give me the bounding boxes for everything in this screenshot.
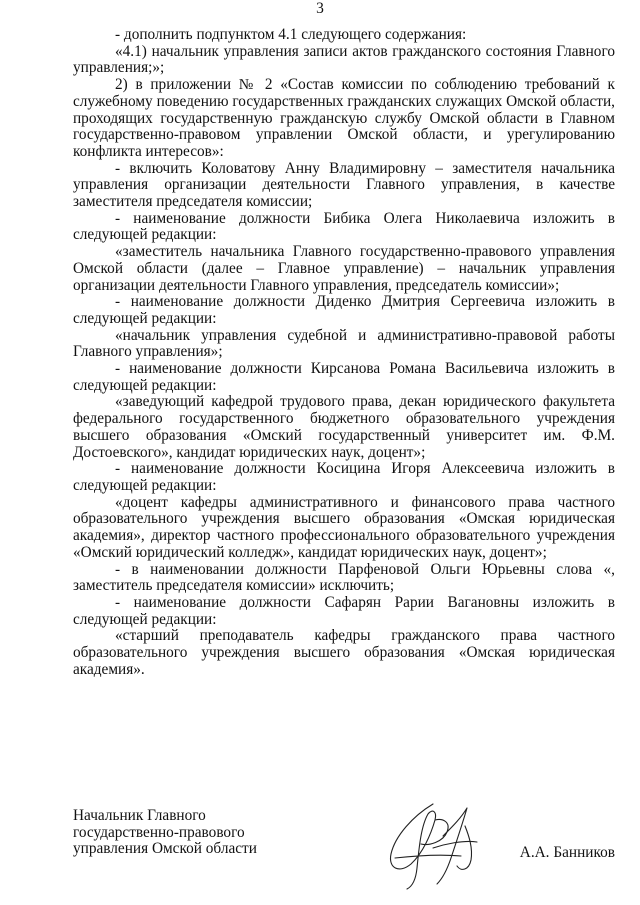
signer-position-line: Начальник Главного (73, 807, 206, 824)
paragraph: - дополнить подпунктом 4.1 следующего содержания: (115, 26, 467, 43)
paragraph: - наименование должности Косицина Игоря Алексеевича изложить в следующей редакции: (73, 460, 615, 494)
page-number: 3 (316, 0, 324, 17)
paragraph: «заведующий кафедрой трудового права, декан юридического факультета федерального государственного бюджетного образовательного учреждения высшего образования «Омский государственный университет им. Ф.М. Достоевского», кандидат юридических наук, доцент»; (73, 393, 615, 461)
paragraph: - наименование должности Бибика Олега Николаевича изложить в следующей редакции: (73, 209, 615, 244)
paragraph: «заместитель начальника Главного государственно-правового управления Омской области (далее – Главное управление) – начальник управления организации деятельности Главного управления, председатель комиссии»; (73, 243, 615, 294)
paragraph: «4.1) начальник управления записи актов гражданского состояния Главного управления;»; (73, 42, 615, 77)
document-body (73, 27, 615, 678)
signer-name: А.А. Банников (519, 844, 615, 861)
signature-block (73, 808, 615, 898)
paragraph: «старший преподаватель кафедры гражданского права частного образовательного учреждения высшего образования «Омская юридическая академия». (73, 627, 615, 678)
paragraph: «доцент кафедры административного и финансового права частного образовательного учреждения высшего образования «Омская юридическая академия», директор частного профессионального образовательного учреждения «Омский юридический колледж», кандидат юридических наук, доцент»; (73, 493, 615, 561)
handwritten-signature (373, 796, 493, 891)
paragraph: - наименование должности Диденко Дмитрия Сергеевича изложить в следующей редакции: (73, 293, 615, 327)
paragraph: - включить Коловатову Анну Владимировну – заместителя начальника управления организации деятельности Главного управления, в качестве заместителя председателя комиссии; (73, 159, 615, 211)
paragraph: 2) в приложении № 2 «Состав комиссии по соблюдению требований к служебному поведению государственных гражданских служащих Омской области, проходящих государственную гражданскую службу Омской области в Главном государственно-правовом управлении Омской области, и урегулированию конфликта интересов»: (73, 76, 615, 160)
signer-position-line: государственно-правового (73, 823, 245, 841)
paragraph: - наименование должности Кирсанова Романа Васильевича изложить в следующей редакции: (73, 360, 615, 394)
paragraph: «начальник управления судебной и административно-правовой работы Главного управления»; (73, 326, 615, 361)
paragraph: - наименование должности Сафарян Рарии Вагановны изложить в следующей редакции: (73, 593, 615, 628)
paragraph: - в наименовании должности Парфеновой Ольги Юрьевны слова «, заместитель председателя комиссии» исключить; (73, 560, 615, 595)
signer-position-line: управления Омской области (73, 840, 257, 858)
